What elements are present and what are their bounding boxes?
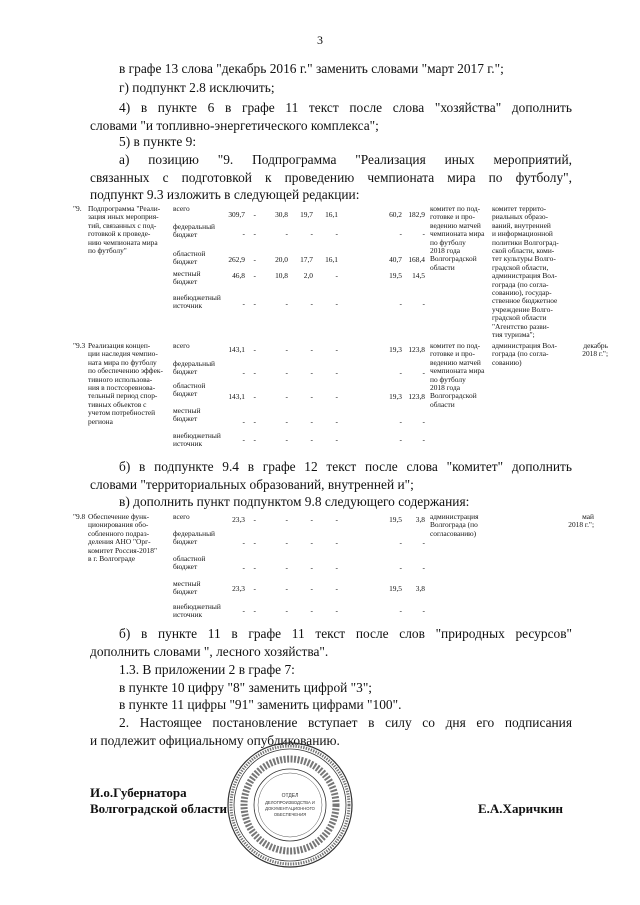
signatory-position-line2: Волгоградской области: [90, 801, 228, 816]
paragraph-item4-line2: словами "и топливно-энергетического комплекса";: [90, 118, 379, 133]
table-label-total: всего: [173, 512, 190, 521]
table-deadline: май 2018 г.";: [568, 512, 594, 530]
signatory-position-line1: И.о.Губернатора: [90, 785, 187, 800]
paragraph-subitem-9-4-line2: словами "территориальных образований, внутренней и";: [90, 477, 414, 492]
table-label-extrabudget: внебюджетный источник: [173, 293, 221, 311]
page-number: 3: [317, 33, 323, 47]
paragraph-item11-line2: дополнить словами ", лесного хозяйства".: [90, 644, 329, 659]
paragraph-graph13: в графе 13 слова "декабрь 2016 г." заменить словами "март 2017 г.";: [119, 61, 504, 76]
signatory-name: Е.А.Харичкин: [478, 801, 563, 816]
official-stamp: [226, 741, 354, 869]
table-label-federal: федеральный бюджет: [173, 359, 215, 377]
paragraph-item5: 5) в пункте 9:: [119, 134, 197, 149]
table-label-extrabudget: внебюджетный источник: [173, 602, 221, 620]
paragraph-effect-line2: и подлежит официальному опубликованию.: [90, 733, 340, 748]
stamp-text-line: ДОКУМЕНТАЦИОННОГО: [265, 806, 315, 811]
table-label-local: местный бюджет: [173, 579, 201, 597]
table-label-federal: федеральный бюджет: [173, 529, 215, 547]
table-row-name: Подпрограмма "Реали- зация иных мероприя- тий, связанных с под- готовкой к проведе- нию чемпионата мира по футболу": [88, 204, 161, 256]
stamp-text-line: ДЕЛОПРОИЗВОДСТВА И: [265, 800, 315, 805]
table-responsible-executor: комитет по под- готовке и про- ведению матчей чемпионата мира по футболу 2018 года Волгоградской области: [430, 204, 485, 272]
table-label-total: всего: [173, 204, 190, 213]
paragraph-subitem-2-8: г) подпункт 2.8 исключить;: [119, 80, 275, 95]
table-responsible-executor: комитет по под- готовке и про- ведению матчей чемпионата мира по футболу 2018 года Волгоградской области: [430, 341, 485, 409]
table-row-name: Реализация концеп- ции наследия чемпио- ната мира по футболу по обеспечению эффек- тивного использова- ния в постсоревнова- тельный период спор- тивных объектов с учетом потребностей региона: [88, 341, 163, 426]
table-co-executors: администрация Вол- гограда (по согла- сованию): [492, 341, 557, 367]
table-label-regional: областной бюджет: [173, 554, 206, 572]
paragraph-appendix2: 1.3. В приложении 2 в графе 7:: [119, 662, 295, 677]
table-row-number: "9.: [73, 204, 82, 213]
paragraph-effect-line1: 2. Настоящее постановление вступает в силу со дня его подписания: [119, 715, 572, 730]
paragraph-item11: в пункте 11 цифры "91" заменить цифрами "100".: [119, 697, 402, 712]
table-label-local: местный бюджет: [173, 269, 201, 287]
table-row-number: "9.8: [73, 512, 86, 521]
table-label-regional: областной бюджет: [173, 381, 206, 399]
paragraph-subitem-9-4-line1: б) в подпункте 9.4 в графе 12 текст после слова "комитет" дополнить: [119, 459, 572, 474]
table-label-total: всего: [173, 341, 190, 350]
table-label-extrabudget: внебюджетный источник: [173, 431, 221, 449]
paragraph-item10: в пункте 10 цифру "8" заменить цифрой "3";: [119, 680, 373, 695]
table-responsible-executor: администрация Волгограда (по согласованию): [430, 512, 479, 538]
paragraph-item4-line1: 4) в пункте 6 в графе 11 текст после слова "хозяйства" дополнить: [119, 100, 572, 115]
paragraph-position9-line3: подпункт 9.3 изложить в следующей редакции:: [90, 187, 360, 202]
table-deadline: декабрь 2018 г.";: [582, 341, 608, 359]
table-label-regional: областной бюджет: [173, 249, 206, 267]
stamp-text-line: ОБЕСПЕЧЕНИЯ: [273, 812, 307, 817]
table-label-federal: федеральный бюджет: [173, 222, 215, 240]
table-row-name: Обеспечение функ- ционирования обо- собленного подраз- деления АНО "Орг- комитет Россия-2018" в г. Волгограде: [88, 512, 157, 564]
stamp-text-line: ОТДЕЛ: [281, 793, 299, 799]
paragraph-item11-line1: б) в пункте 11 в графе 11 текст после слов "природных ресурсов": [119, 626, 572, 641]
paragraph-position9-line2: связанных с подготовкой к проведению чемпионата мира по футболу",: [90, 170, 572, 185]
table-row-number: "9.3: [73, 341, 86, 350]
paragraph-add-9-8: в) дополнить пункт подпунктом 9.8 следующего содержания:: [119, 494, 470, 509]
paragraph-position9-line1: а) позицию "9. Подпрограмма "Реализация иных мероприятий,: [119, 152, 572, 167]
table-label-local: местный бюджет: [173, 406, 201, 424]
table-co-executors: комитет террито- риальных образо- ваний, внутренней и информационной политики Волгоград- ской области, коми- тет культуры Волго- градской области, администрация Вол- гограда (по согла- сованию), государ- ственное бюджетное учреждение Волго- градской области "Агентство разви- тия туризма";: [492, 204, 559, 340]
